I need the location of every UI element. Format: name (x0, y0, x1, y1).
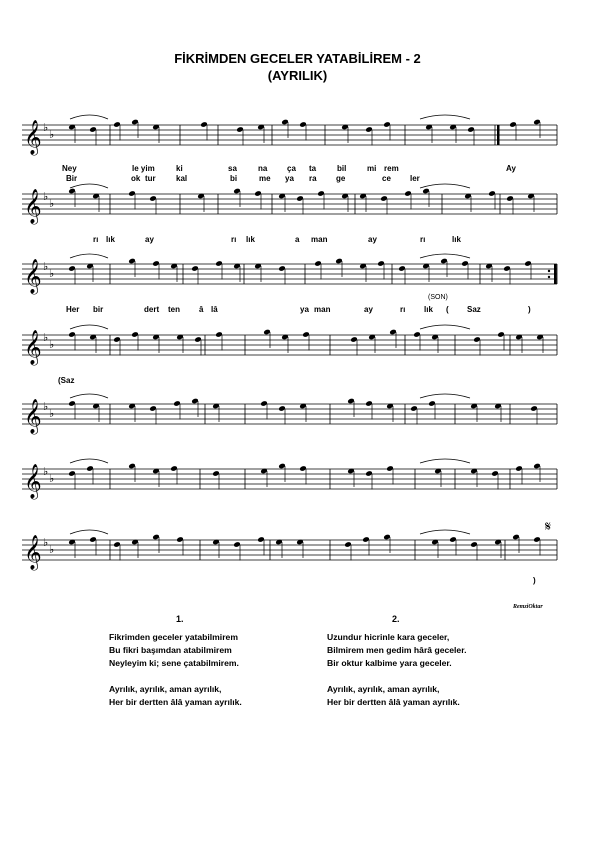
note-head (278, 265, 286, 271)
lyric-syllable: bir (93, 305, 104, 314)
note-head (113, 121, 121, 127)
verse-line: Her bir dertten âlâ yaman ayrılık. (109, 697, 242, 707)
lyric-syllable: Ney (62, 164, 77, 173)
note-head (473, 336, 481, 342)
lyric-syllable: lık (424, 305, 433, 314)
flat-icon: ♭ (49, 197, 55, 210)
note-head (365, 400, 373, 406)
note-head (503, 265, 511, 271)
lyric-syllable: man (314, 305, 331, 314)
repeat-bar-line (554, 264, 557, 284)
note-head (347, 398, 355, 404)
lyric-syllable: Bir (66, 174, 78, 183)
note-head (260, 400, 268, 406)
note-head (278, 405, 286, 411)
lyric-syllable: man (311, 235, 328, 244)
note-head (170, 465, 178, 471)
tie-arc (70, 254, 108, 258)
verse-line: Ayrılık, ayrılık, aman ayrılık, (327, 684, 440, 694)
note-head (68, 265, 76, 271)
note-head (86, 465, 94, 471)
note-head (89, 536, 97, 542)
flat-icon: ♭ (49, 407, 55, 420)
lyric-syllable: rı (231, 235, 237, 244)
treble-clef-icon: 𝄞 (24, 330, 42, 365)
lyric-syllable: ge (336, 174, 346, 183)
lyric-syllable: bil (337, 164, 347, 173)
note-head (461, 260, 469, 266)
tie-arc (70, 115, 108, 119)
lyric-syllable: (Saz (58, 376, 75, 385)
note-head (128, 258, 136, 264)
tie-arc (70, 530, 108, 534)
note-head (506, 195, 514, 201)
tie-arc (70, 394, 108, 398)
lyric-syllable: sa (228, 164, 237, 173)
note-head (389, 329, 397, 335)
lyric-syllable: tur (145, 174, 156, 183)
note-head (365, 470, 373, 476)
lyric-syllable: Ay (506, 164, 516, 173)
note-head (365, 126, 373, 132)
note-head (533, 463, 541, 469)
note-head (113, 336, 121, 342)
flat-icon: ♭ (43, 260, 49, 273)
note-head (488, 190, 496, 196)
treble-clef-icon: 𝄞 (24, 535, 42, 570)
note-head (302, 331, 310, 337)
note-head (299, 465, 307, 471)
song-title: FİKRİMDEN GECELER YATABİLİREM - 2 (174, 51, 421, 66)
lyric-syllable: le yim (132, 164, 155, 173)
note-head (89, 126, 97, 132)
tie-arc (420, 459, 470, 463)
verse-line: Bu fikri başımdan atabilmirem (109, 645, 232, 655)
note-head (533, 536, 541, 542)
lyric-syllable: rı (400, 305, 406, 314)
lyric-syllable: Her (66, 305, 80, 314)
lyric-syllable: ( (446, 305, 449, 314)
verse-number: 2. (392, 614, 400, 624)
verse-line: Bir oktur kalbime yara geceler. (327, 658, 452, 668)
note-head (263, 329, 271, 335)
note-head (131, 331, 139, 337)
note-head (128, 463, 136, 469)
verse-line: Neyleyim ki; sene çatabilmirem. (109, 658, 239, 668)
lyric-syllable: ta (309, 164, 317, 173)
tie-arc (420, 394, 470, 398)
note-head (386, 465, 394, 471)
note-head (533, 119, 541, 125)
note-head (410, 405, 418, 411)
lyric-syllable: â (199, 305, 204, 314)
note-head (398, 265, 406, 271)
note-head (254, 190, 262, 196)
repeat-dot (548, 276, 550, 278)
lyric-syllable: ten (168, 305, 180, 314)
tie-arc (420, 184, 470, 188)
lyric-syllable: ya (285, 174, 294, 183)
note-head (383, 534, 391, 540)
lyric-syllable: bi (230, 174, 238, 183)
note-head (113, 541, 121, 547)
flat-icon: ♭ (43, 465, 49, 478)
note-head (530, 405, 538, 411)
flat-icon: ♭ (43, 121, 49, 134)
lyric-syllable: ki (176, 164, 183, 173)
verse-line: Uzundur hicrinle kara geceler, (327, 632, 450, 642)
lyric-syllable: lık (452, 235, 461, 244)
son-marker: (SON) (428, 294, 448, 301)
lyric-syllable: ra (309, 174, 317, 183)
note-head (191, 265, 199, 271)
verse-line: Her bir dertten âlâ yaman ayrılık. (327, 697, 460, 707)
treble-clef-icon: 𝄞 (24, 259, 42, 294)
note-head (524, 260, 532, 266)
note-head (278, 463, 286, 469)
treble-clef-icon: 𝄞 (24, 120, 42, 155)
note-head (233, 188, 241, 194)
note-head (68, 470, 76, 476)
repeat-dot (548, 270, 550, 272)
flat-icon: ♭ (49, 267, 55, 280)
note-head (68, 400, 76, 406)
note-head (176, 536, 184, 542)
flat-icon: ♭ (49, 338, 55, 351)
note-head (128, 190, 136, 196)
note-head (68, 331, 76, 337)
note-head (257, 536, 265, 542)
note-head (173, 400, 181, 406)
flat-icon: ♭ (43, 536, 49, 549)
note-head (215, 331, 223, 337)
note-head (470, 541, 478, 547)
lyric-syllable: me (259, 174, 271, 183)
note-head (380, 195, 388, 201)
verse-line: Fikrimden geceler yatabilmirem (109, 632, 238, 642)
treble-clef-icon: 𝄞 (24, 464, 42, 499)
tie-arc (70, 325, 108, 329)
tie-arc (70, 184, 108, 188)
flat-icon: ♭ (43, 190, 49, 203)
lyric-syllable: lâ (211, 305, 218, 314)
tie-arc (70, 459, 108, 463)
note-head (467, 126, 475, 132)
note-head (497, 331, 505, 337)
lyric-syllable: rı (420, 235, 426, 244)
lyric-syllable: na (258, 164, 268, 173)
song-subtitle: (AYRILIK) (267, 68, 328, 83)
note-head (515, 465, 523, 471)
lyric-syllable: lık (106, 235, 115, 244)
note-head (215, 260, 223, 266)
lyric-syllable: kal (176, 174, 188, 183)
note-head (404, 190, 412, 196)
note-head (233, 541, 241, 547)
note-head (491, 470, 499, 476)
treble-clef-icon: 𝄞 (24, 189, 42, 224)
note-head (236, 126, 244, 132)
note-head (152, 260, 160, 266)
tie-arc (420, 325, 470, 329)
note-head (350, 336, 358, 342)
double-bar-line (497, 125, 500, 145)
note-head (362, 536, 370, 542)
note-head (413, 331, 421, 337)
lyric-syllable: ay (368, 235, 377, 244)
note-head (296, 195, 304, 201)
lyric-syllable: ay (145, 235, 154, 244)
lyric-syllable: dert (144, 305, 160, 314)
note-head (281, 119, 289, 125)
note-head (377, 260, 385, 266)
tie-arc (420, 115, 470, 119)
note-head (422, 188, 430, 194)
tie-arc (420, 530, 470, 534)
lyric-syllable: lık (246, 235, 255, 244)
note-head (131, 119, 139, 125)
flat-icon: ♭ (43, 331, 49, 344)
lyric-syllable: rı (93, 235, 99, 244)
note-head (200, 121, 208, 127)
verse-number: 1. (176, 614, 184, 624)
note-head (191, 398, 199, 404)
verse-line: Ayrılık, ayrılık, aman ayrılık, (109, 684, 222, 694)
lyric-syllable: a (295, 235, 300, 244)
flat-icon: ♭ (49, 128, 55, 141)
segno-icon: 𝄋 (545, 519, 552, 535)
note-head (68, 188, 76, 194)
flat-icon: ♭ (49, 472, 55, 485)
verse-line: Bilmirem men gedim hârâ geceler. (327, 645, 467, 655)
lyric-syllable: ) (533, 576, 536, 585)
arranger-signature: RemziOktar (513, 604, 543, 610)
note-head (512, 534, 520, 540)
note-head (344, 541, 352, 547)
treble-clef-icon: 𝄞 (24, 399, 42, 434)
note-head (314, 260, 322, 266)
lyric-syllable: ok (131, 174, 141, 183)
lyric-syllable: Saz (467, 305, 481, 314)
lyric-syllable: rem (384, 164, 399, 173)
flat-icon: ♭ (49, 543, 55, 556)
note-head (299, 121, 307, 127)
flat-icon: ♭ (43, 400, 49, 413)
note-head (449, 536, 457, 542)
note-head (317, 190, 325, 196)
note-head (194, 336, 202, 342)
tie-arc (420, 254, 470, 258)
lyric-syllable: ay (364, 305, 373, 314)
note-head (383, 121, 391, 127)
lyric-syllable: ) (528, 305, 531, 314)
note-head (428, 400, 436, 406)
lyric-syllable: ça (287, 164, 296, 173)
note-head (149, 195, 157, 201)
lyric-syllable: mi (367, 164, 377, 173)
note-head (509, 121, 517, 127)
lyric-syllable: ya (300, 305, 309, 314)
lyric-syllable: ce (382, 174, 391, 183)
note-head (149, 405, 157, 411)
note-head (335, 258, 343, 264)
note-head (212, 470, 220, 476)
lyric-syllable: ler (410, 174, 420, 183)
note-head (440, 258, 448, 264)
note-head (152, 534, 160, 540)
